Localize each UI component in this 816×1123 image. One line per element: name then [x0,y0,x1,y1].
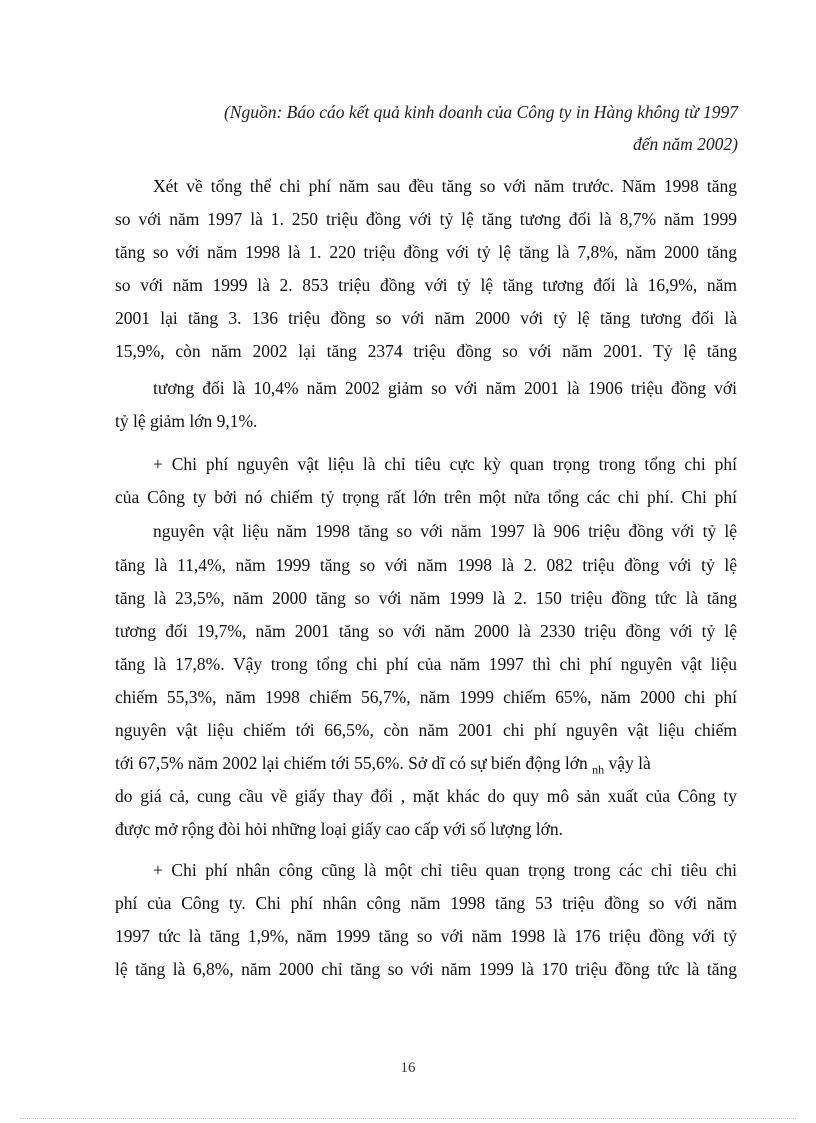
page-number: 16 [400,1060,416,1076]
para2-line-10-subscript: nh [592,762,605,777]
para1-line: tương đối là 10,4% năm 2002 giảm so với năm 2001 là 1906 triệu đồng với [153,378,737,398]
para2-line: của Công ty bởi nó chiếm tỷ trọng rất lớn trên một nửa tổng các chi phí. Chi phí [115,487,737,507]
para1-line: 15,9%, còn năm 2002 lại tăng 2374 triệu đồng so với năm 2001. Tỷ lệ tăng [115,341,737,361]
para2-line: do giá cả, cung cầu về giấy thay đổi , mặt khác do quy mô sản xuất của Công ty [115,786,737,806]
para2-line-10-text: tới 67,5% năm 2002 lại chiếm tới 55,6%. Sở dĩ có sự biến động lớn [115,753,588,773]
source-line-1: (Nguồn: Báo cáo kết quả kinh doanh của Công ty in Hàng không từ 1997 [223,102,738,122]
para3-line: + Chi phí nhân công cũng là một chỉ tiêu quan trọng trong các chỉ tiêu chi [153,860,737,880]
source-line-2: đến năm 2002) [633,134,738,154]
para2-line: nguyên vật liệu chiếm tới 66,5%, còn năm 2001 chi phí nguyên vật liệu chiếm [115,720,737,740]
para1-line: Xét về tổng thể chi phí năm sau đều tăng so với năm trước. Năm 1998 tăng [153,176,737,196]
para1-line: tỷ lệ giảm lớn 9,1%. [115,411,258,431]
para1-line: so với năm 1997 là 1. 250 triệu đồng với tỷ lệ tăng tương đối là 8,7% năm 1999 [115,209,737,229]
para3-line: 1997 tức là tăng 1,9%, năm 1999 tăng so với năm 1998 là 176 triệu đồng với tỷ [115,926,737,946]
para2-line: tăng là 17,8%. Vậy trong tổng chi phí của năm 1997 thì chi phí nguyên vật liệu [115,654,737,674]
para2-line: tăng là 23,5%, năm 2000 tăng so với năm 1999 là 2. 150 triệu đồng tức là tăng [115,588,737,608]
para2-line: tương đối 19,7%, năm 2001 tăng so với năm 2000 là 2330 triệu đồng với tỷ lệ [115,621,737,641]
para2-line-10 [115,753,651,778]
para1-line: so với năm 1999 là 2. 853 triệu đồng với tỷ lệ tăng tương đối là 16,9%, năm [115,275,737,295]
para2-line: được mở rộng đòi hỏi những loại giấy cao cấp với số lượng lớn. [115,819,563,839]
para3-line: lệ tăng là 6,8%, năm 2000 chỉ tăng so với năm 1999 là 170 triệu đồng tức là tăng [115,959,737,979]
para2-line: chiếm 55,3%, năm 1998 chiếm 56,7%, năm 1999 chiếm 65%, năm 2000 chi phí [115,687,737,707]
para3-line: phí của Công ty. Chi phí nhân công năm 1998 tăng 53 triệu đồng so với năm [115,893,737,913]
source-citation [138,96,738,160]
para1-line: 2001 lại tăng 3. 136 triệu đồng so với năm 2000 với tỷ lệ tăng tương đối là [115,308,737,328]
para2-line: nguyên vật liệu năm 1998 tăng so với năm 1997 là 906 triệu đồng với tỷ lệ [153,521,737,541]
para2-line: tăng là 11,4%, năm 1999 tăng so với năm 1998 là 2. 082 triệu đồng với tỷ lệ [115,555,737,575]
para2-line: + Chi phí nguyên vật liệu là chỉ tiêu cực kỳ quan trọng trong tổng chi phí [153,454,737,474]
para1-line: tăng so với năm 1998 là 1. 220 triệu đồng với tỷ lệ tăng là 7,8%, năm 2000 tăng [115,242,737,262]
para2-line-10-end: vậy là [608,753,651,773]
footer-divider [20,1118,796,1119]
